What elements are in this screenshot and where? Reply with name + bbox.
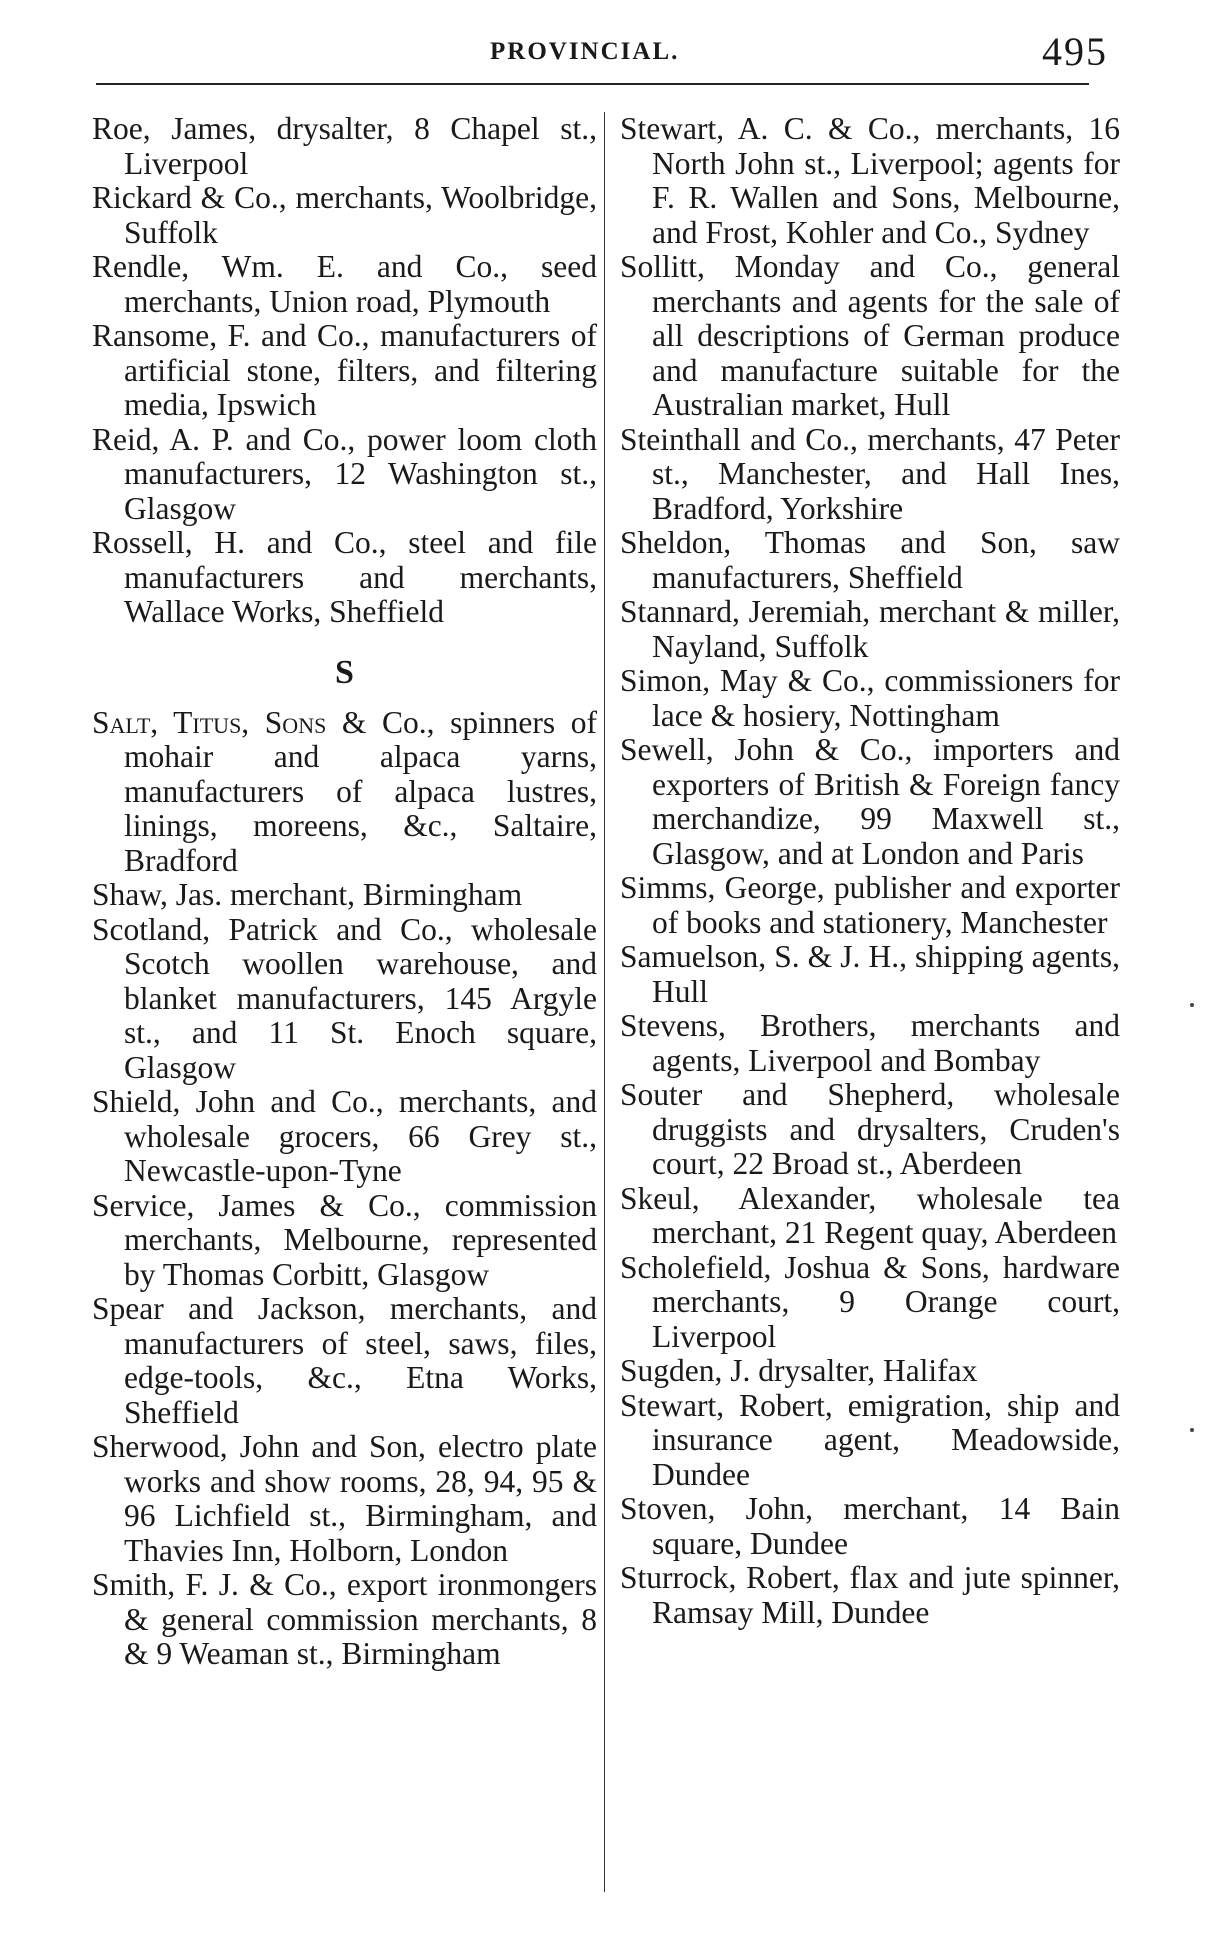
- left-entries-s: [92, 878, 597, 1672]
- directory-entry: Roe, James, drysalter, 8 Chapel st., Liverpool: [92, 111, 597, 181]
- right-column: [620, 112, 1120, 1630]
- column-divider: [604, 112, 605, 1892]
- directory-entry: Rendle, Wm. E. and Co., seed merchants, Union road, Plymouth: [92, 249, 597, 319]
- directory-entry: Shaw, Jas. merchant, Birmingham: [92, 877, 523, 912]
- header-rule: [96, 83, 1089, 85]
- entry-text: & Co., spinners of mohair and alpaca yarns, manufacturers of alpaca lustres, linings, moreens, &c., Saltaire, Bradford: [124, 704, 597, 878]
- directory-entry: Rickard & Co., merchants, Woolbridge, Suffolk: [92, 180, 597, 250]
- directory-entry: Stoven, John, merchant, 14 Bain square, Dundee: [620, 1491, 1120, 1561]
- directory-entry: Rossell, H. and Co., steel and file manufacturers and merchants, Wallace Works, Sheffield: [92, 525, 597, 629]
- directory-entry: [92, 706, 597, 879]
- directory-entry: Stevens, Brothers, merchants and agents, Liverpool and Bombay: [620, 1008, 1120, 1078]
- directory-entry: Simms, George, publisher and exporter of books and stationery, Manchester: [620, 870, 1120, 940]
- directory-entry: Sollitt, Monday and Co., general merchants and agents for the sale of all descriptions of German produce and manufacture suitable for the Australian market, Hull: [620, 249, 1120, 422]
- directory-entry: Spear and Jackson, merchants, and manufacturers of steel, saws, files, edge-tools, &c., Etna Works, Sheffield: [92, 1291, 597, 1430]
- directory-entry: Souter and Shepherd, wholesale druggists and drysalters, Cruden's court, 22 Broad st., Aberdeen: [620, 1077, 1120, 1181]
- left-column: [92, 112, 597, 1672]
- directory-entry: Sherwood, John and Son, electro plate works and show rooms, 28, 94, 95 & 96 Lichfield st., Birmingham, and Thavies Inn, Holborn, London: [92, 1429, 597, 1568]
- left-entries-r: [92, 112, 597, 630]
- directory-entry: Shield, John and Co., merchants, and wholesale grocers, 66 Grey st., Newcastle-upon-Tyne: [92, 1084, 597, 1188]
- directory-entry: Reid, A. P. and Co., power loom cloth manufacturers, 12 Washington st., Glasgow: [92, 421, 597, 526]
- directory-entry: Ransome, F. and Co., manufacturers of artificial stone, filters, and filtering media, Ipswich: [92, 318, 597, 422]
- directory-entry: Stewart, A. C. & Co., merchants, 16 North John st., Liverpool; agents for F. R. Wallen and Sons, Melbourne, and Frost, Kohler and Co., Sydney: [620, 111, 1120, 250]
- directory-entry: Sturrock, Robert, flax and jute spinner, Ramsay Mill, Dundee: [620, 1560, 1120, 1630]
- directory-entry: Simon, May & Co., commissioners for lace & hosiery, Nottingham: [620, 663, 1120, 733]
- page-number: 495: [1042, 29, 1108, 74]
- right-entries: [620, 112, 1120, 1630]
- directory-entry: Skeul, Alexander, wholesale tea merchant, 21 Regent quay, Aberdeen: [620, 1180, 1120, 1250]
- print-speck: [1190, 1428, 1194, 1432]
- directory-entry: Sugden, J. drysalter, Halifax: [620, 1353, 978, 1388]
- directory-entry: Sheldon, Thomas and Son, saw manufacturers, Sheffield: [620, 525, 1120, 595]
- directory-entry: Service, James & Co., commission merchants, Melbourne, represented by Thomas Corbitt, Glasgow: [92, 1187, 597, 1292]
- directory-entry: Steinthall and Co., merchants, 47 Peter st., Manchester, and Hall Ines, Bradford, Yorkshire: [620, 421, 1120, 526]
- directory-entry: Smith, F. J. & Co., export ironmongers & general commission merchants, 8 & 9 Weaman st., Birmingham: [92, 1567, 597, 1671]
- directory-entry: Samuelson, S. & J. H., shipping agents, Hull: [620, 939, 1120, 1009]
- page-header: [0, 28, 1228, 78]
- directory-entry: Scotland, Patrick and Co., wholesale Scotch woollen warehouse, and blanket manufacturers, 145 Argyle st., and 11 St. Enoch square, Glasgow: [92, 911, 597, 1085]
- print-speck: [1190, 1003, 1194, 1007]
- directory-entry: Stannard, Jeremiah, merchant & miller, Nayland, Suffolk: [620, 594, 1120, 664]
- running-head: PROVINCIAL.: [490, 38, 680, 65]
- directory-entry: Stewart, Robert, emigration, ship and insurance agent, Meadowside, Dundee: [620, 1387, 1120, 1492]
- section-letter: S: [335, 653, 354, 691]
- directory-entry: Sewell, John & Co., importers and exporters of British & Foreign fancy merchandize, 99 Maxwell st., Glasgow, and at London and Paris: [620, 732, 1120, 871]
- directory-entry: Scholefield, Joshua & Sons, hardware merchants, 9 Orange court, Liverpool: [620, 1249, 1120, 1354]
- entry-name-smallcaps: Salt, Titus, Sons: [92, 704, 327, 740]
